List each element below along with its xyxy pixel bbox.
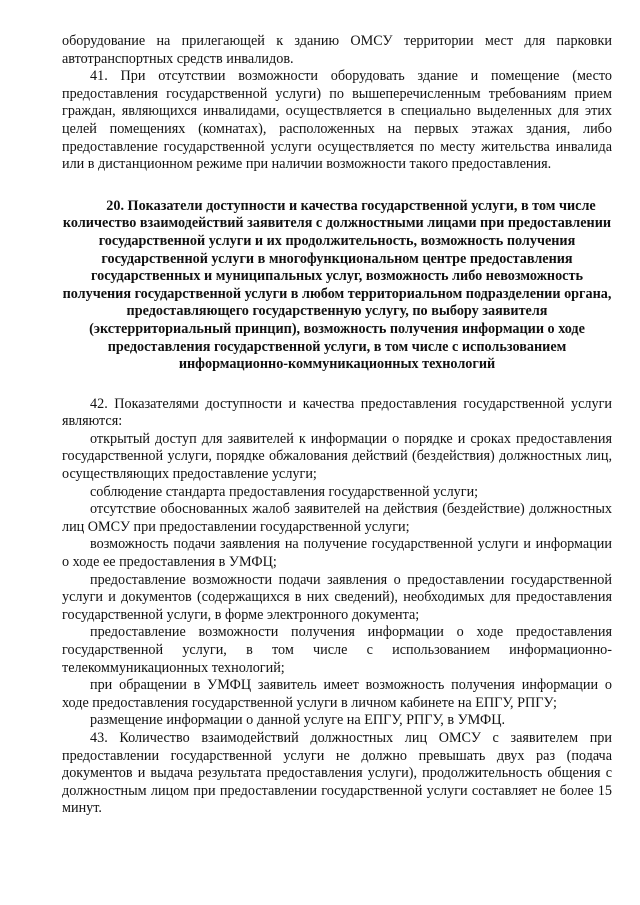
- list-item: возможность подачи заявления на получение государственной услуги и информации о ходе ее предоставления в УМФЦ;: [62, 536, 612, 571]
- list-item: открытый доступ для заявителей к информации о порядке и сроках предоставления государственной услуги, порядке обжалования действий (бездействия) должностных лиц, осуществляющих предоставление услуги;: [62, 430, 612, 483]
- list-item: отсутствие обоснованных жалоб заявителей на действия (бездействие) должностных лиц ОМСУ при предоставлении государственной услуги;: [62, 501, 612, 535]
- section-heading-20: 20. Показатели доступности и качества государственной услуги, в том числе количество взаимодействий заявителя с должностными лицами при предоставлении государственной услуги и их продолжительность, возможность получения государственной услуги в многофункциональном центре предоставления государственных и муниципальных услуг, возможность либо невозможность получения государственной услуги в любом территориальном подразделении органа, предоставляющего государственную услугу, по выбору заявителя (экстерриториальный принцип), возможность получения информации о ходе предоставления государственной услуги, в том числе с использованием информационно-коммуникационных технологий: [62, 197, 612, 373]
- list-item: при обращении в УМФЦ заявитель имеет возможность получения информации о ходе предоставления государственной услуги в личном кабинете на ЕПГУ, РПГУ;: [62, 677, 612, 711]
- list-item: размещение информации о данной услуге на ЕПГУ, РПГУ, в УМФЦ.: [90, 712, 506, 729]
- list-item: предоставление возможности подачи заявления о предоставлении государственной услуги и документов (содержащихся в них сведений), необходимых для предоставления государственной услуги, в форме электронного документа;: [62, 571, 612, 623]
- paragraph-continuation: оборудование на прилегающей к зданию ОМСУ территории мест для парковки автотранспортных средств инвалидов.: [62, 33, 612, 67]
- list-item: соблюдение стандарта предоставления государственной услуги;: [90, 483, 479, 500]
- paragraph-43: 43. Количество взаимодействий должностных лиц ОМСУ с заявителем при предоставлении государственной услуги не должно превышать двух раз (подача документов и выдача результата предоставления услуги), продолжительность общения с должностным лицом при предоставлении государственной услуги составляет не более 15 минут.: [62, 729, 612, 817]
- list-item: предоставление возможности получения информации о ходе предоставления государственной услуги, в том числе с использованием информационно-телекоммуникационных технологий;: [62, 624, 612, 676]
- spacer: [62, 374, 612, 396]
- document-page: [62, 33, 612, 818]
- paragraph-42: 42. Показателями доступности и качества предоставления государственной услуги являются:: [62, 395, 612, 430]
- paragraph-41: 41. При отсутствии возможности оборудовать здание и помещение (место предоставления государственной услуги) по вышеперечисленным требованиям прием граждан, являющихся инвалидами, осуществляется в специально выделенных для этих целей помещениях (комнатах), расположенных на первых этажах здания, либо предоставление государственной услуги осуществляется по месту жительства инвалида или в дистанционном режиме при наличии возможности такого предоставления.: [62, 68, 612, 173]
